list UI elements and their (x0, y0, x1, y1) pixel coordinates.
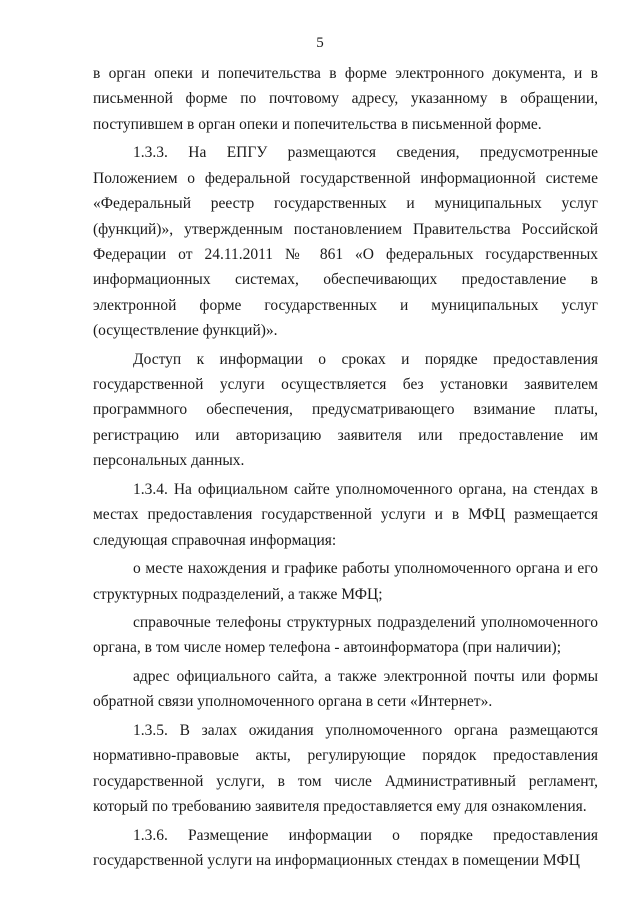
page-number: 5 (316, 35, 324, 51)
paragraph-1-3-6: 1.3.6. Размещение информации о порядке предоставления государственной услуги на информационных стендах в помещении МФЦ (93, 826, 598, 869)
paragraph-phones: справочные телефоны структурных подразделений уполномоченного органа, в том числе номер телефона - автоинформатора (при наличии); (93, 614, 598, 657)
paragraph-1-3-3: 1.3.3. На ЕПГУ размещаются сведения, предусмотренные Положением о федеральной государственной информационной системе «Федеральный реестр государственных и муниципальных услуг (функций)», утвержденным постановлением Правительства Российской Федерации от 24.11.2011 № 861 «О федеральных государственных информационных системах, обеспечивающих предоставление в электронной форме государственных и муниципальных услуг (осуществление функций)». (93, 144, 598, 340)
paragraph-location-schedule: о месте нахождения и графике работы уполномоченного органа и его структурных подразделений, а также МФЦ; (93, 560, 598, 603)
paragraph-continuation: в орган опеки и попечительства в форме электронного документа, и в письменной форме по почтовому адресу, указанному в обращении, поступившем в орган опеки и попечительства в письменной форме. (93, 65, 598, 133)
paragraph-website: адрес официального сайта, а также электронной почты или формы обратной связи уполномоченного органа в сети «Интернет». (93, 667, 598, 711)
paragraph-access-info: Доступ к информации о сроках и порядке предоставления государственной услуги осуществляется без установки заявителем программного обеспечения, предусматривающего взимание платы, регистрацию или авторизацию заявителя или предоставление им персональных данных. (93, 350, 598, 470)
paragraph-1-3-4: 1.3.4. На официальном сайте уполномоченного органа, на стендах в местах предоставления государственной услуги и в МФЦ размещается следующая справочная информация: (93, 480, 598, 549)
document-body (93, 61, 598, 876)
paragraph-1-3-5: 1.3.5. В залах ожидания уполномоченного органа размещаются нормативно-правовые акты, регулирующие порядок предоставления государственной услуги, в том числе Административный регламент, который по требованию заявителя предоставляется ему для ознакомления. (93, 721, 598, 816)
